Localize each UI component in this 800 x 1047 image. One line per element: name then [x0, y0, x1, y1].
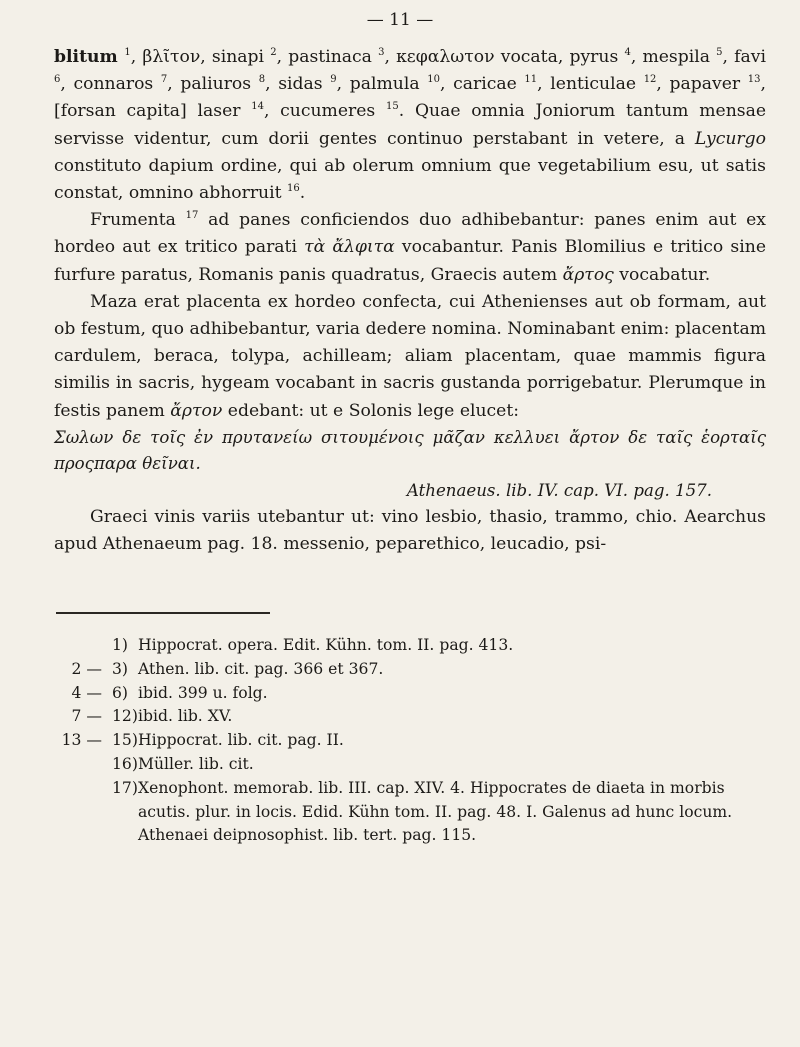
footnote — [54, 705, 766, 729]
footnote-cross-ref: 7 — — [71, 707, 102, 726]
footnote-number: 15) — [112, 731, 138, 750]
quotation-source: Athenaeus. lib. IV. cap. VI. pag. 157. — [406, 480, 712, 500]
footnote-text: ibid. lib. XV. — [138, 707, 233, 726]
text-run: vocabatur. — [613, 264, 711, 285]
text-run: , pastinaca — [276, 47, 379, 67]
paragraph-1 — [54, 44, 766, 207]
footnote — [54, 729, 766, 753]
footnote — [54, 777, 766, 825]
paragraph-4: Graeci vinis variis utebantur ut: vino lesbio, thasio, trammo, chio. Aearchus apud Athenaeum pag. 18. messenio, peparethico, leucadio, psi- — [54, 507, 766, 555]
footnote-ref: 12 — [643, 74, 657, 86]
text-run: , sidas — [265, 74, 331, 95]
text-run: , favi — [722, 47, 766, 67]
footnote-ref: 3 — [378, 47, 385, 58]
footnote-text: Xenophont. memorab. lib. III. cap. XIV. 4. Hippocrates de diaeta in morbis acutis. plur. in locis. Edid. Kühn tom. II. pag. 48. I. Galenus ad hunc locum. — [138, 778, 733, 821]
text-run: , κεφαλωτον vocata, pyrus — [384, 47, 625, 67]
footnotes — [54, 634, 766, 848]
footnote-ref: 9 — [330, 74, 337, 86]
footnote-ref: 1 — [124, 47, 131, 58]
text-run: , mespila — [630, 47, 717, 67]
greek-term: ἄρτος — [562, 264, 614, 285]
footnote-ref: 15 — [386, 101, 399, 113]
footnote-ref: 17 — [185, 210, 199, 222]
footnote-ref: 6 — [54, 74, 61, 86]
footnote — [54, 824, 766, 848]
text-run: , lenticulae — [537, 74, 644, 95]
text-run: , [forsan capita] laser — [54, 74, 766, 122]
footnote-number: 1) — [112, 636, 129, 654]
lycurgo-italic: Lycurgo — [694, 128, 766, 149]
footnote-cross-ref — [54, 634, 112, 658]
text-run: , connaros — [60, 74, 161, 95]
footnote-ref: 14 — [251, 101, 264, 113]
footnote-number: 12) — [112, 707, 138, 726]
footnote-number — [112, 824, 138, 848]
text-run: blitum — [54, 47, 125, 67]
footnote-number: 17) — [112, 778, 138, 797]
footnote-text: Hippocrat. opera. Edit. Kühn. tom. II. pag. 413. — [138, 636, 514, 654]
footnote — [54, 753, 766, 777]
footnote — [54, 658, 766, 682]
text-run: , papaver — [656, 74, 748, 95]
text-run: , palmula — [336, 74, 428, 95]
footnote-ref: 7 — [160, 74, 168, 86]
footnote-number: 6) — [112, 683, 129, 702]
footnote-number: 3) — [112, 659, 129, 678]
footnote-ref: 16 — [286, 183, 300, 195]
footnote-ref: 5 — [716, 47, 723, 58]
greek-quotation: Σωλων δε τοῖς ἐν πρυτανείω σιτουμένοις μᾶζαν κελλυει ἄρτον δε ταῖς ἑορταῖς προςπαρα θεῖναι. — [54, 427, 766, 473]
text-run: , βλῖτον, sinapi — [130, 47, 271, 67]
footnote-cross-ref: 4 — — [71, 683, 102, 702]
text-run: constituto dapium ordine, qui ab olerum omnium que vegetabilium esu, ut satis constat, omnino abhorruit — [54, 155, 766, 204]
greek-term: ἄρτον — [170, 400, 223, 421]
text-run: edebant: ut e Solonis lege elucet: — [222, 400, 520, 421]
text-run: , paliuros — [167, 74, 259, 95]
paragraph-3 — [54, 289, 766, 425]
footnote-text: Athenaei deipnosophist. lib. tert. pag. 115. — [138, 826, 477, 845]
text-run: vocabantur. Panis Blomilius e tritico sine furfure paratus, Romanis panis quadratus, Graecis autem — [54, 237, 766, 285]
footnote-ref: 8 — [258, 74, 266, 86]
footnote-divider — [56, 612, 270, 614]
footnote-ref: 4 — [624, 47, 631, 58]
footnote-cross-ref — [54, 777, 112, 825]
page-number: — 11 — — [366, 10, 434, 30]
footnote-cross-ref — [54, 753, 112, 777]
footnote-number: 16) — [112, 754, 138, 773]
footnote-text: Athen. lib. cit. pag. 366 et 367. — [138, 659, 384, 678]
footnote-text: Müller. lib. cit. — [138, 754, 254, 773]
footnote-ref: 13 — [747, 74, 761, 86]
text-run: , cucumeres — [263, 101, 386, 122]
footnote-ref: 2 — [270, 47, 277, 58]
paragraph-2 — [54, 207, 766, 289]
text-run: ad panes conficiendos duo adhibebantur: panes enim aut ex hordeo aut ex tritico parati — [54, 210, 766, 258]
footnote-cross-ref: 13 — — [61, 731, 102, 750]
main-text — [54, 44, 766, 558]
text-run: , caricae — [440, 74, 525, 95]
footnote — [54, 634, 766, 658]
footnote-text: ibid. 399 u. folg. — [138, 683, 268, 702]
footnote-ref: 11 — [524, 74, 538, 86]
text-run: Frumenta — [90, 210, 186, 231]
footnote-cross-ref — [54, 824, 112, 848]
text-run: . Quae omnia Joniorum tantum mensae servisse videntur, cum dorii gentes continuo perstabant in vetere, a — [54, 101, 767, 149]
text-run: . — [299, 183, 306, 204]
footnote-ref: 10 — [427, 74, 441, 86]
footnote — [54, 682, 766, 706]
text-run: Maza erat placenta ex hordeo confecta, cui Athenienses aut ob formam, aut ob festum, quo adhibebantur, varia dedere nomina. Nominabant enim: placentam cardulem, beraca, tolypa, achilleam; aliam placentam, quae mammis figura similis in sacris, hygeam vocabant in sacris gustanda porrigebatur. Plerumque in festis panem — [54, 291, 766, 421]
greek-term: τὰ ἄλφιτα — [304, 237, 395, 258]
footnote-text: Hippocrat. lib. cit. pag. II. — [138, 731, 344, 750]
footnote-cross-ref: 2 — — [71, 659, 102, 678]
